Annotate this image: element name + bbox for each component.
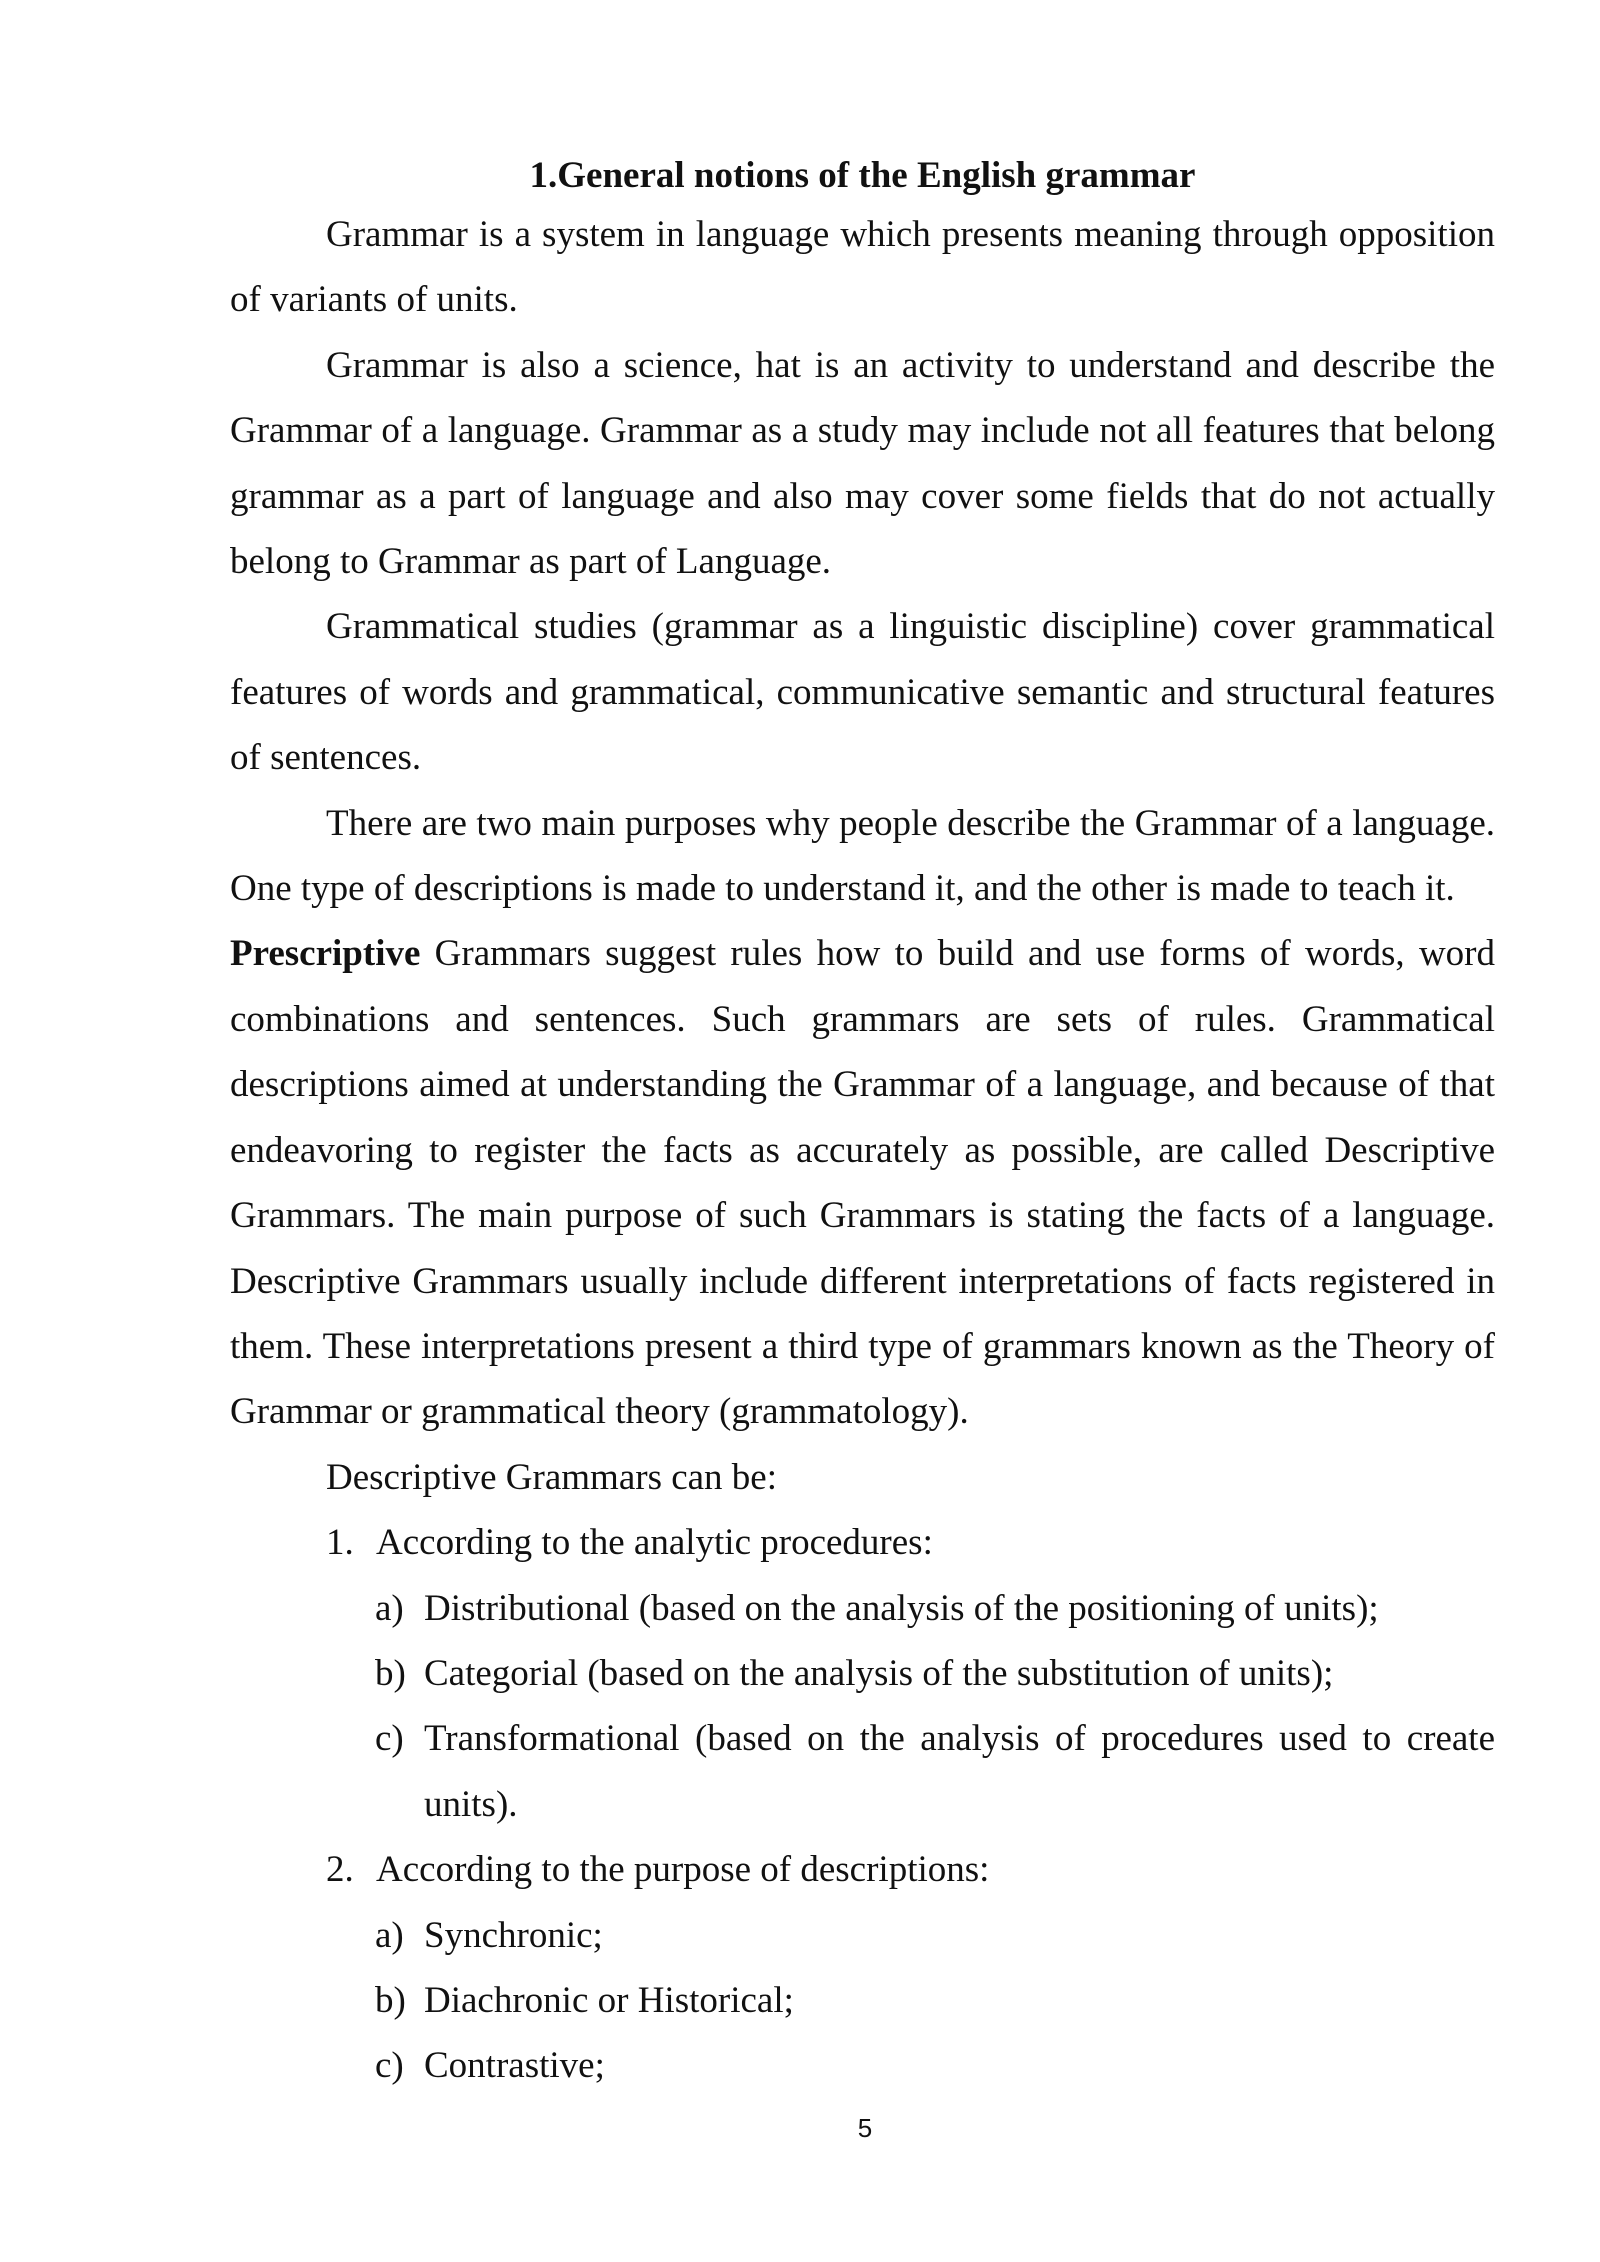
sublist-item <box>230 2033 1495 2098</box>
sublist-item-text: Categorial (based on the analysis of the substitution of units); <box>424 1652 1334 1694</box>
paragraph-grammar-definition: Grammar is a system in language which presents meaning through opposition of variants of units. <box>230 214 1495 321</box>
sublist-item <box>230 1968 1495 2033</box>
list-item-text: According to the analytic procedures: <box>376 1522 933 1564</box>
sublist-marker: a) <box>375 1914 404 1956</box>
sublist-marker: b) <box>375 1652 406 1694</box>
sublist-item-text: Diachronic or Historical; <box>424 1979 794 2021</box>
sublist-marker: c) <box>375 1718 404 1760</box>
list-intro: Descriptive Grammars can be: <box>326 1456 778 1498</box>
page-number: 5 <box>857 2113 873 2143</box>
sublist-item <box>230 1706 1495 1837</box>
sublist-item-text: Distributional (based on the analysis of the positioning of units); <box>424 1587 1379 1629</box>
sublist-item-text: Contrastive; <box>424 2045 605 2087</box>
paragraph-purposes: There are two main purposes why people describe the Grammar of a language. One type of descriptions is made to understand it, and the other is made to teach it. <box>230 802 1495 910</box>
sublist-item <box>230 1903 1495 1968</box>
paragraph-grammar-science: Grammar is also a science, hat is an activity to understand and describe the Grammar of a language. Grammar as a study may include not all features that belong grammar as a part of language and also may cover some fields that do not actually belong to Grammar as part of Language. <box>230 344 1495 583</box>
term-prescriptive: Prescriptive <box>230 933 421 975</box>
sublist-item-text: Transformational (based on the analysis of procedures used to create units). <box>424 1718 1495 1825</box>
classification-list <box>230 1510 1495 2099</box>
list-item <box>230 1510 1495 1837</box>
sublist-item <box>230 1576 1495 1641</box>
sublist-marker: a) <box>375 1587 404 1629</box>
document-page <box>230 150 1495 2099</box>
paragraph-prescriptive-text: Grammars suggest rules how to build and use forms of words, word combinations and sentences. Such grammars are sets of rules. Grammatical descriptions aimed at understanding the Grammar of a language, and because of that endeavoring to register the facts as accurately as possible, are called Descriptive Grammars. The main purpose of such Grammars is stating the facts of a language. Descriptive Grammars usually include different interpretations of facts registered in them. These interpretations present a third type of grammars known as the Theory of Grammar or grammatical theory (grammatology). <box>230 933 1495 1433</box>
sublist-marker: c) <box>375 2045 404 2087</box>
list-item <box>230 1837 1495 2099</box>
paragraph-prescriptive <box>230 921 1495 1444</box>
sublist <box>230 1903 1495 2099</box>
sublist-item <box>230 1641 1495 1706</box>
list-item-text: According to the purpose of descriptions: <box>376 1849 990 1891</box>
list-marker: 1. <box>326 1522 354 1564</box>
section-title: 1.General notions of the English grammar <box>529 155 1196 196</box>
sublist-marker: b) <box>375 1979 406 2021</box>
sublist-item-text: Synchronic; <box>424 1914 603 1956</box>
sublist <box>230 1576 1495 1838</box>
paragraph-grammatical-studies: Grammatical studies (grammar as a linguistic discipline) cover grammatical features of words and grammatical, communicative semantic and structural features of sentences. <box>230 606 1495 779</box>
list-marker: 2. <box>326 1849 354 1891</box>
